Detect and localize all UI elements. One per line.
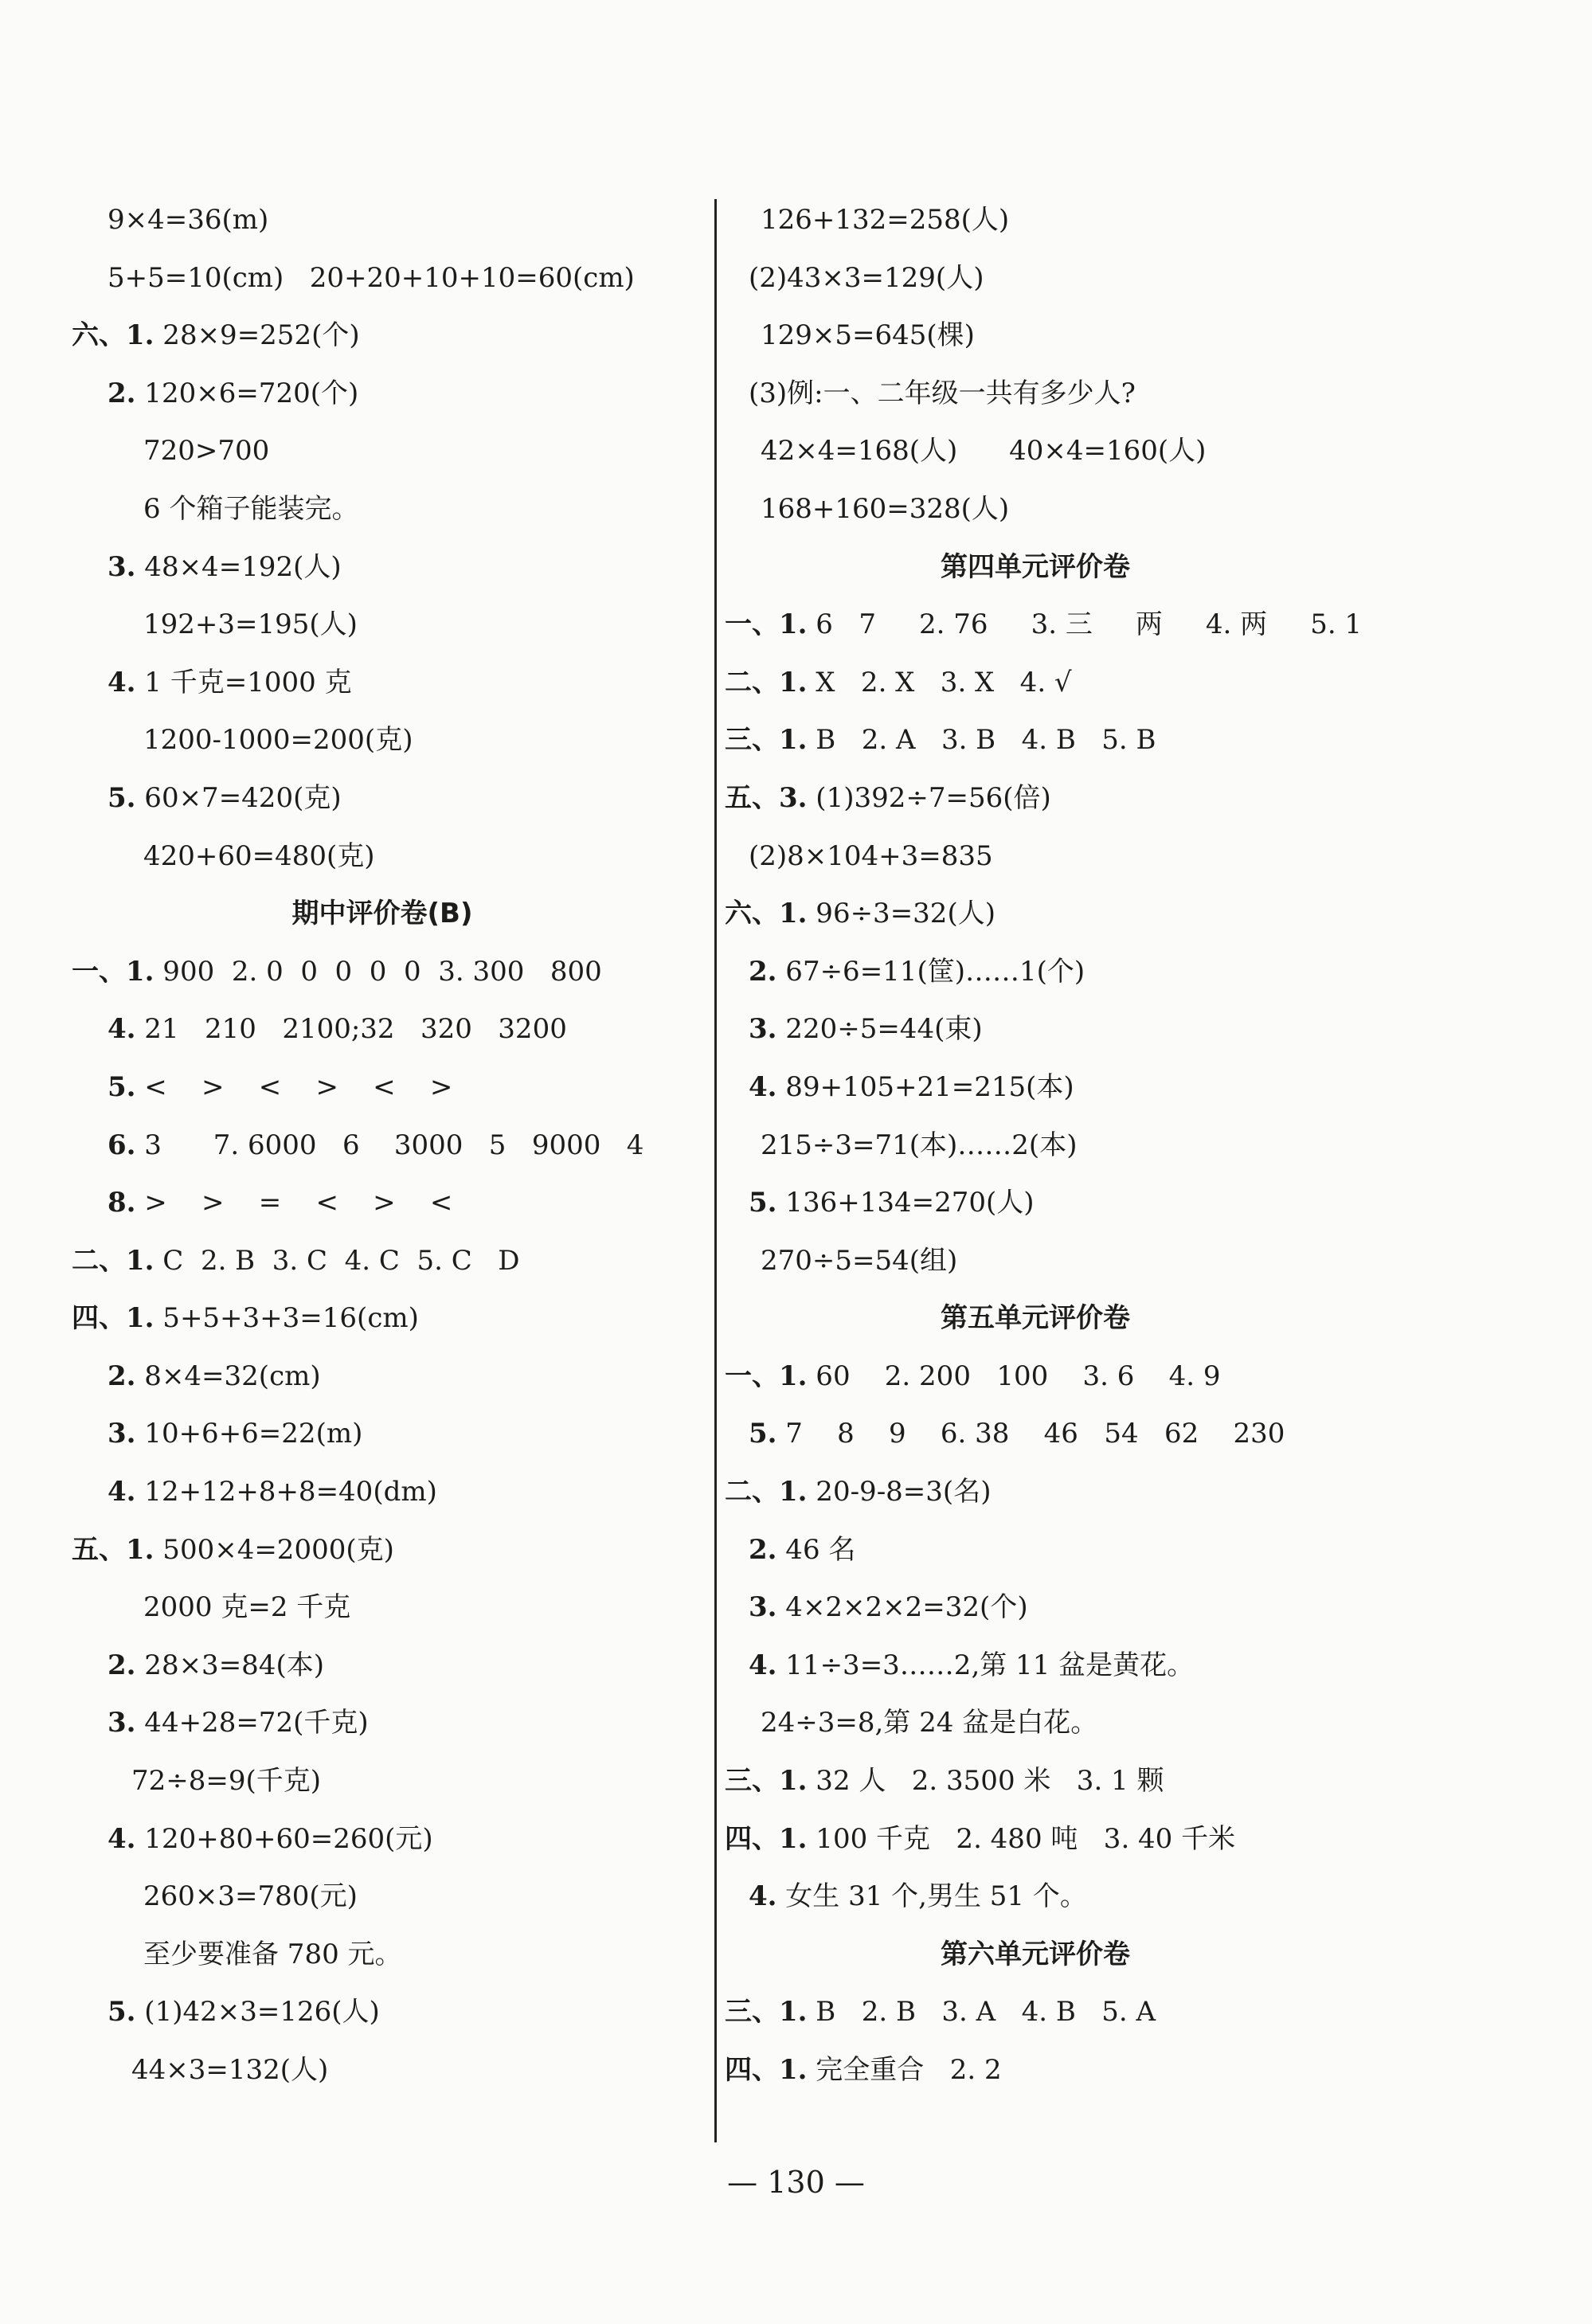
question-number: 四、1. — [72, 1302, 155, 1335]
question-number: 一、1. — [725, 608, 808, 641]
section-heading: 第五单元评价卷 — [941, 1302, 1130, 1335]
answer-text: 168+160=328(人) — [761, 492, 1010, 525]
answer-line — [725, 1000, 1362, 1058]
answer-line — [72, 1926, 709, 1984]
answer-text: 20-9-8=3(名) — [807, 1476, 992, 1508]
answer-line — [72, 1983, 709, 2041]
answer-line — [72, 943, 709, 1001]
question-number: 五、1. — [72, 1533, 155, 1566]
question-number: 5. — [108, 1996, 136, 2029]
answer-text: 3 7. 6000 6 3000 5 9000 4 — [135, 1129, 644, 1161]
section-heading: 期中评价卷(B) — [291, 898, 473, 930]
answer-text: 32 人 2. 3500 米 3. 1 颗 — [807, 1765, 1164, 1798]
question-number: 2. — [108, 1649, 136, 1681]
answer-line — [725, 1117, 1362, 1175]
answer-line — [72, 1521, 709, 1579]
answer-line — [725, 1058, 1362, 1117]
answer-line — [725, 1983, 1362, 2041]
answer-line — [725, 1868, 1362, 1926]
answer-line — [72, 1405, 709, 1463]
answer-text: 500×4=2000(克) — [154, 1533, 394, 1566]
answer-text: 120+80+60=260(元) — [135, 1822, 433, 1855]
answer-line — [725, 885, 1362, 943]
answer-text: 270÷5=54(组) — [761, 1244, 958, 1277]
answer-text: 420+60=480(克) — [143, 839, 375, 872]
question-number: 5. — [108, 781, 136, 814]
answer-text: 女生 31 个,男生 51 个。 — [776, 1880, 1087, 1913]
question-number: 5. — [749, 1418, 777, 1450]
right-answer-column — [725, 191, 1362, 2099]
answer-text: 129×5=645(棵) — [761, 319, 975, 352]
question-number: 2. — [108, 1360, 136, 1392]
answer-line — [72, 1232, 709, 1290]
answer-line — [725, 943, 1362, 1001]
answer-line — [72, 1058, 709, 1117]
question-number: 4. — [749, 1070, 777, 1103]
answer-text: 720>700 — [143, 435, 270, 468]
answer-text: 215÷3=71(本)……2(本) — [761, 1129, 1078, 1161]
question-number: 六、1. — [72, 319, 155, 352]
question-number: 一、1. — [725, 1360, 808, 1392]
question-number: 2. — [108, 377, 136, 409]
answer-line — [72, 365, 709, 423]
answer-line — [725, 711, 1362, 769]
answer-line — [725, 480, 1362, 538]
answer-text: B 2. B 3. A 4. B 5. A — [807, 1996, 1156, 2029]
section-heading: 第六单元评价卷 — [941, 1938, 1130, 1970]
answer-line — [725, 654, 1362, 712]
answer-text: 42×4=168(人) 40×4=160(人) — [761, 435, 1207, 468]
question-number: 3. — [108, 1707, 136, 1739]
answer-line — [72, 1174, 709, 1232]
section-heading: 第四单元评价卷 — [941, 550, 1130, 583]
answer-text: < > < > < > — [135, 1070, 453, 1103]
question-number: 3. — [108, 1418, 136, 1450]
answer-line — [725, 2041, 1362, 2099]
answer-line — [725, 249, 1362, 307]
answer-text: 7 8 9 6. 38 46 54 62 230 — [776, 1418, 1285, 1450]
answer-text: 5+5=10(cm) 20+20+10+10=60(cm) — [108, 261, 635, 294]
answer-line — [72, 2041, 709, 2099]
answer-text: 10+6+6=22(m) — [135, 1418, 363, 1450]
left-answer-column — [72, 191, 709, 2099]
answer-text: 60×7=420(克) — [135, 781, 342, 814]
answer-line — [725, 191, 1362, 249]
answer-line — [725, 1810, 1362, 1868]
answer-line — [72, 249, 709, 307]
answer-line — [725, 365, 1362, 423]
question-number: 四、1. — [725, 1822, 808, 1855]
answer-text: 8×4=32(cm) — [135, 1360, 321, 1392]
answer-line — [72, 480, 709, 538]
answer-text: (3)例:一、二年级一共有多少人? — [749, 377, 1136, 409]
answer-line — [725, 422, 1362, 480]
answer-text: 2000 克=2 千克 — [143, 1591, 351, 1624]
answer-text: 44+28=72(千克) — [135, 1707, 369, 1739]
question-number: 4. — [108, 1822, 136, 1855]
answer-line — [72, 1752, 709, 1810]
question-number: 3. — [108, 550, 136, 583]
answer-text: 89+105+21=215(本) — [776, 1070, 1074, 1103]
answer-text: 9×4=36(m) — [108, 204, 269, 236]
answer-text: > > = < > < — [135, 1187, 453, 1219]
answer-text: (2)43×3=129(人) — [749, 261, 984, 294]
answer-line — [72, 1289, 709, 1348]
answer-line — [72, 654, 709, 712]
question-number: 二、1. — [725, 1476, 808, 1508]
answer-line — [72, 1000, 709, 1058]
question-number: 4. — [749, 1649, 777, 1681]
answer-text: 1200-1000=200(克) — [143, 724, 413, 757]
question-number: 4. — [108, 1013, 136, 1046]
question-number: 3. — [749, 1591, 777, 1624]
question-number: 6. — [108, 1129, 136, 1161]
answer-text: 136+134=270(人) — [776, 1187, 1035, 1219]
answer-line — [725, 1637, 1362, 1695]
answer-line — [72, 769, 709, 827]
answer-line — [725, 1405, 1362, 1463]
answer-text: 5+5+3+3=16(cm) — [154, 1302, 419, 1335]
answer-text: 28×9=252(个) — [154, 319, 360, 352]
answer-line — [72, 1868, 709, 1926]
answer-line — [72, 1637, 709, 1695]
question-number: 4. — [108, 1476, 136, 1508]
answer-line — [725, 1521, 1362, 1579]
question-number: 8. — [108, 1187, 136, 1219]
answer-text: 48×4=192(人) — [135, 550, 342, 583]
question-number: 5. — [108, 1070, 136, 1103]
page-number: — 130 — — [727, 2165, 865, 2200]
answer-text: 67÷6=11(筐)……1(个) — [776, 955, 1085, 988]
answer-text: 100 千克 2. 480 吨 3. 40 千米 — [807, 1822, 1236, 1855]
question-number: 2. — [749, 1533, 777, 1566]
answer-text: 4×2×2×2=32(个) — [776, 1591, 1028, 1624]
answer-line — [72, 422, 709, 480]
answer-line — [72, 538, 709, 597]
answer-line — [725, 1174, 1362, 1232]
answer-text: 1 千克=1000 克 — [135, 666, 352, 698]
question-number: 4. — [108, 666, 136, 698]
answer-text: 96÷3=32(人) — [807, 898, 995, 930]
answer-line — [72, 1348, 709, 1406]
answer-text: 260×3=780(元) — [143, 1880, 358, 1913]
question-number: 3. — [749, 1013, 777, 1046]
answer-text: (1)42×3=126(人) — [135, 1996, 380, 2029]
question-number: 六、1. — [725, 898, 808, 930]
question-number: 三、1. — [725, 1765, 808, 1798]
answer-text: 126+132=258(人) — [761, 204, 1010, 236]
answer-line — [72, 1463, 709, 1521]
answer-text: B 2. A 3. B 4. B 5. B — [807, 724, 1156, 757]
answer-line — [72, 711, 709, 769]
answer-line — [725, 596, 1362, 654]
answer-text: 72÷8=9(千克) — [131, 1765, 322, 1798]
answer-line — [72, 827, 709, 886]
answer-text: 6 7 2. 76 3. 三 两 4. 两 5. 1 — [807, 608, 1363, 641]
answer-text: 至少要准备 780 元。 — [143, 1938, 402, 1970]
answer-text: (2)8×104+3=835 — [749, 839, 993, 872]
question-number: 三、1. — [725, 724, 808, 757]
answer-line — [72, 596, 709, 654]
answer-text: 192+3=195(人) — [143, 608, 358, 641]
question-number: 5. — [749, 1187, 777, 1219]
question-number: 三、1. — [725, 1996, 808, 2029]
question-number: 4. — [749, 1880, 777, 1913]
answer-text: (1)392÷7=56(倍) — [807, 781, 1051, 814]
answer-text: 12+12+8+8=40(dm) — [135, 1476, 437, 1508]
answer-text: 900 2. 0 0 0 0 0 3. 300 800 — [154, 955, 602, 988]
answer-line — [72, 191, 709, 249]
question-number: 二、1. — [72, 1244, 155, 1277]
answer-text: 11÷3=3……2,第 11 盆是黄花。 — [776, 1649, 1195, 1681]
answer-line — [72, 1579, 709, 1637]
question-number: 2. — [749, 955, 777, 988]
answer-text: C 2. B 3. C 4. C 5. C D — [154, 1244, 520, 1277]
question-number: 五、3. — [725, 781, 808, 814]
answer-line — [725, 827, 1362, 886]
answer-text: 60 2. 200 100 3. 6 4. 9 — [807, 1360, 1221, 1392]
answer-text: 完全重合 2. 2 — [807, 2054, 1002, 2086]
answer-line — [725, 1694, 1362, 1752]
answer-text: 6 个箱子能装完。 — [143, 492, 359, 525]
answer-line — [72, 1810, 709, 1868]
answer-line — [725, 1348, 1362, 1406]
question-number: 二、1. — [725, 666, 808, 698]
answer-line — [72, 1694, 709, 1752]
answer-line — [725, 307, 1362, 365]
answer-text: X 2. X 3. X 4. √ — [807, 666, 1072, 698]
question-number: 四、1. — [725, 2054, 808, 2086]
answer-line — [725, 1232, 1362, 1290]
answer-line — [725, 1463, 1362, 1521]
column-divider — [714, 199, 717, 2142]
answer-text: 44×3=132(人) — [131, 2054, 329, 2086]
answer-line — [72, 307, 709, 365]
answer-text: 120×6=720(个) — [135, 377, 359, 409]
answer-text: 46 名 — [776, 1533, 856, 1566]
answer-text: 28×3=84(本) — [135, 1649, 324, 1681]
answer-line — [725, 769, 1362, 827]
answer-line — [725, 1752, 1362, 1810]
answer-text: 220÷5=44(束) — [776, 1013, 983, 1046]
question-number: 一、1. — [72, 955, 155, 988]
answer-text: 24÷3=8,第 24 盆是白花。 — [761, 1707, 1098, 1739]
answer-line — [72, 1117, 709, 1175]
answer-line — [725, 1579, 1362, 1637]
answer-text: 21 210 2100;32 320 3200 — [135, 1013, 567, 1046]
